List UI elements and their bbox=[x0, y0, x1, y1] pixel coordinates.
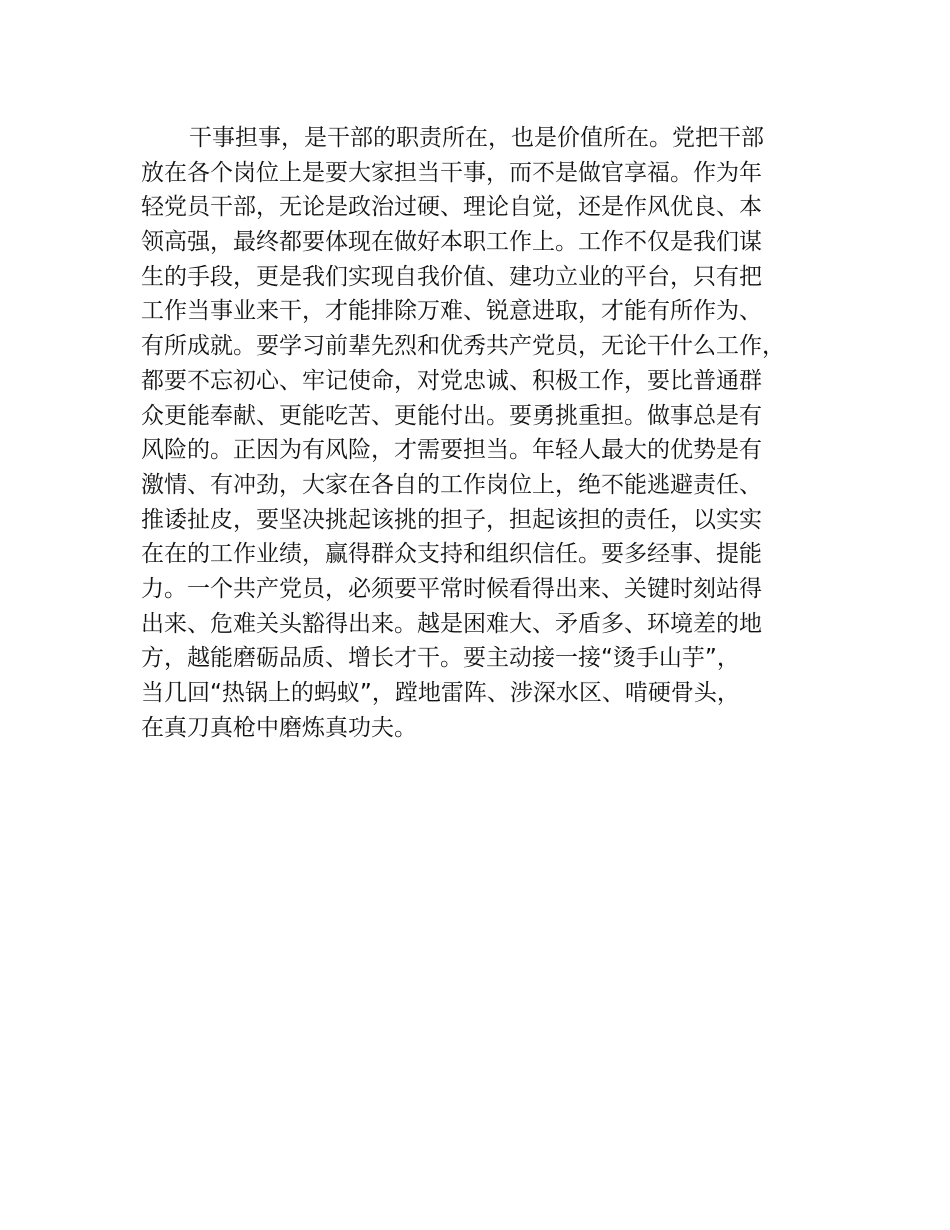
paragraph-line: 有所成就。要学习前辈先烈和优秀共产党员，无论干什么工作， bbox=[141, 333, 785, 360]
paragraph-line: 力。一个共产党员，必须要平常时候看得出来、关键时刻站得 bbox=[141, 575, 762, 602]
paragraph-line: 众更能奉献、更能吃苦、更能付出。要勇挑重担。做事总是有 bbox=[141, 402, 762, 429]
paragraph-line: 干事担事，是干部的职责所在，也是价值所在。党把干部 bbox=[189, 125, 764, 151]
paragraph-line: 在在的工作业绩，赢得群众支持和组织信任。要多经事、提能 bbox=[141, 541, 762, 568]
paragraph-line: 领高强，最终都要体现在做好本职工作上。工作不仅是我们谋 bbox=[141, 229, 762, 256]
paragraph-line: 出来、危难关头豁得出来。越是困难大、矛盾多、环境差的地 bbox=[141, 610, 762, 637]
paragraph-line: 都要不忘初心、牢记使命，对党忠诚、积极工作，要比普通群 bbox=[141, 367, 762, 394]
paragraph-line: 当几回“热锅上的蚂蚁”，蹚地雷阵、涉深水区、啃硬骨头， bbox=[141, 680, 740, 706]
paragraph-line: 工作当事业来干，才能排除万难、锐意进取，才能有所作为、 bbox=[141, 298, 762, 325]
paragraph-line: 轻党员干部，无论是政治过硬、理论自觉，还是作风优良、本 bbox=[141, 194, 762, 221]
paragraph-line: 放在各个岗位上是要大家担当干事，而不是做官享福。作为年 bbox=[141, 159, 762, 186]
paragraph-line: 生的手段，更是我们实现自我价值、建功立业的平台，只有把 bbox=[141, 263, 762, 290]
paragraph-line: 推诿扯皮，要坚决挑起该挑的担子，担起该担的责任，以实实 bbox=[141, 506, 762, 533]
paragraph-line: 风险的。正因为有风险，才需要担当。年轻人最大的优势是有 bbox=[141, 437, 762, 464]
paragraph-line: 激情、有冲劲，大家在各自的工作岗位上，绝不能逃避责任、 bbox=[141, 471, 762, 498]
paragraph-line: 在真刀真枪中磨炼真功夫。 bbox=[141, 714, 417, 741]
paragraph-line: 方，越能磨砺品质、增长才干。要主动接一接“烫手山芋”， bbox=[141, 645, 740, 672]
body-paragraph bbox=[141, 121, 841, 745]
